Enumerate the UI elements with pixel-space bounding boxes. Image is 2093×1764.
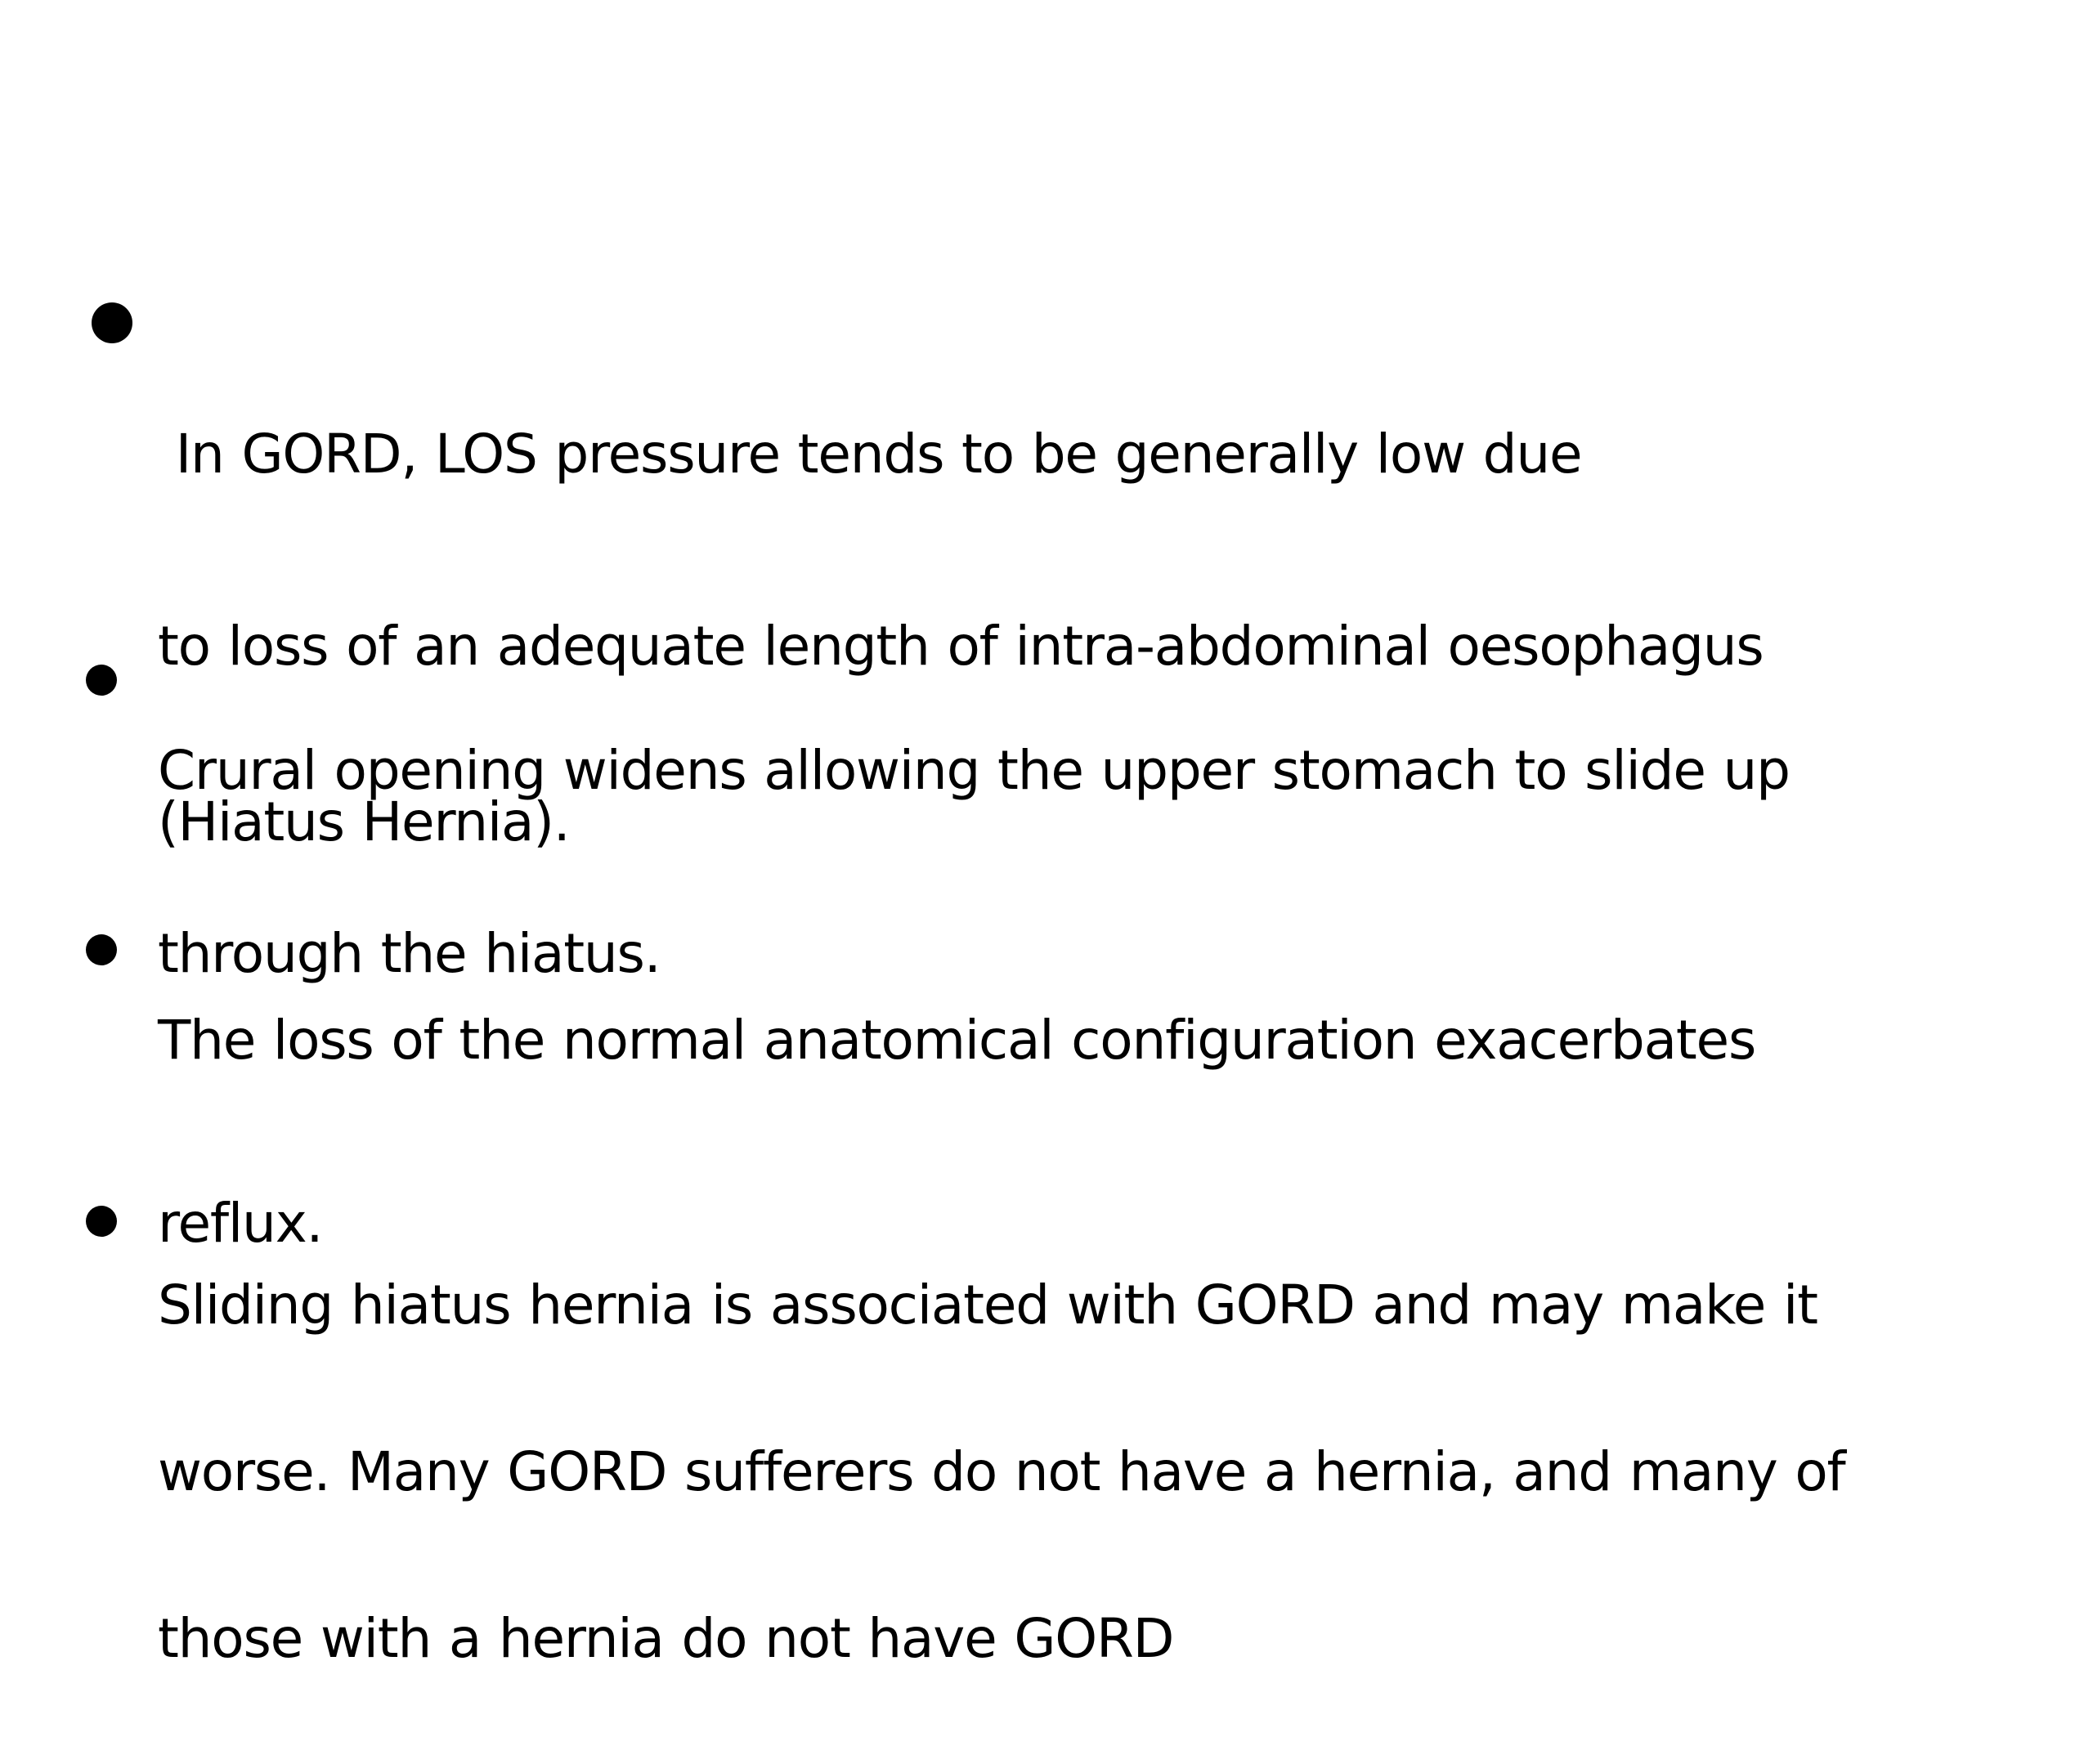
bullet-line: to loss of an adequate length of intra-abdominal oesophagus	[158, 615, 1764, 678]
bullet-line: The loss of the normal anatomical configuration exacerbates	[158, 1009, 1756, 1072]
bullet-line: worse. Many GORD sufferers do not have a hernia, and many of	[158, 1440, 1845, 1503]
bullet-icon	[86, 934, 117, 965]
bullet-line: Sliding hiatus hernia is associated with GORD and may make it	[158, 1274, 1817, 1336]
bullet-line: reflux.	[158, 1192, 323, 1255]
bullet-line: (Hiatus Hernia).	[158, 790, 570, 853]
bullet-icon	[86, 665, 117, 696]
bullet-icon	[86, 1206, 117, 1237]
bullet-text	[158, 1180, 1989, 1764]
bullet-line: In GORD, LOS pressure tends to be generally low due	[158, 423, 1582, 486]
bullet-icon	[92, 302, 132, 343]
bullet-line: through the hiatus.	[158, 922, 661, 985]
bullet-line: those with a hernia do not have GORD	[158, 1607, 1174, 1670]
bullet-line: Crural opening widens allowing the upper stomach to slide up	[158, 739, 1790, 802]
